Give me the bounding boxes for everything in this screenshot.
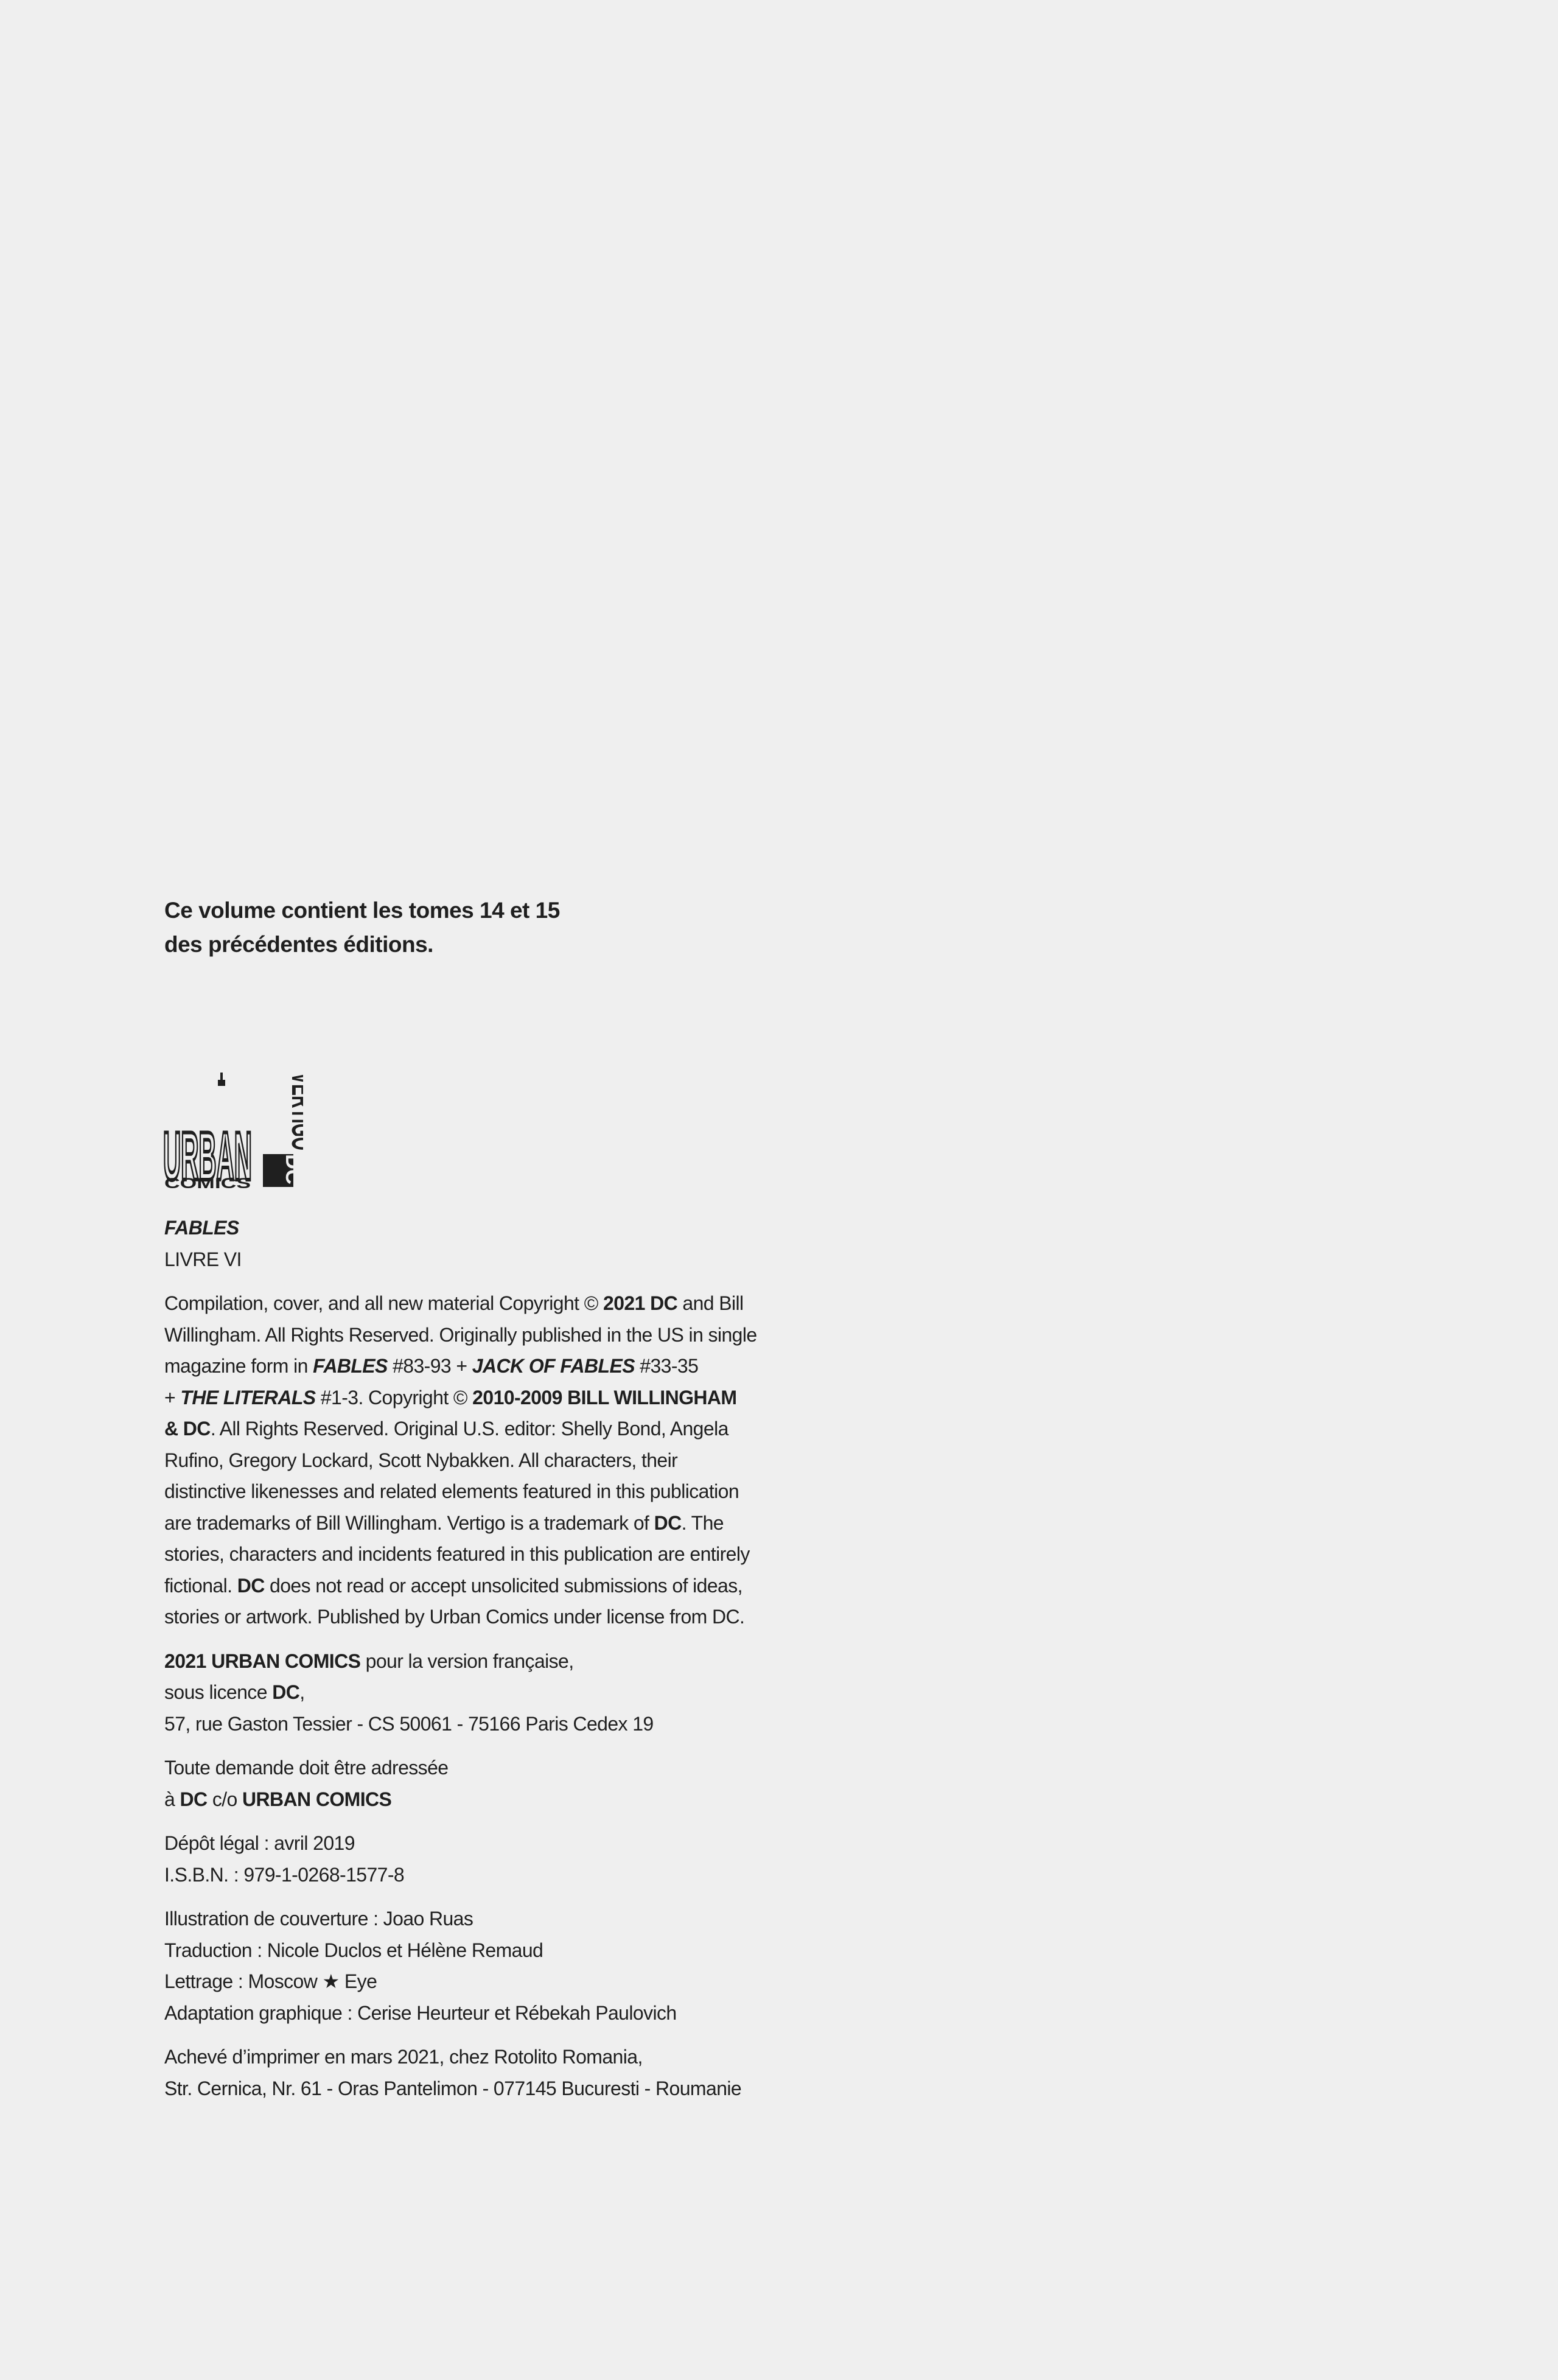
contact-block <box>164 1752 803 1815</box>
urban-sub: COMICS <box>164 1175 251 1188</box>
copyright-holder: 2010-2009 BILL WILLINGHAM <box>472 1386 737 1409</box>
copyright-line-11: stories or artwork. Published by Urban Comics under license from DC. <box>164 1606 745 1628</box>
copyright-text: + <box>164 1386 181 1409</box>
contact-line-1: Toute demande doit être adressée <box>164 1757 449 1779</box>
french-line-2 <box>164 1677 803 1709</box>
copyright-line-9: stories, characters and incidents featured in this publication are entirely <box>164 1543 750 1565</box>
copyright-text: . The <box>681 1511 724 1534</box>
french-line-1 <box>164 1646 803 1678</box>
copyright-text: does not read or accept unsolicited submissions of ideas, <box>264 1574 742 1597</box>
intro-note <box>164 894 560 962</box>
the-literals-ref: THE LITERALS <box>180 1386 316 1409</box>
vertigo-word: VERTIG <box>285 1073 303 1188</box>
copyright-text: and Bill <box>677 1292 744 1314</box>
dc-ref: DC <box>180 1788 208 1810</box>
dc-ref: DC <box>272 1681 300 1703</box>
urban-comics-ref: 2021 URBAN COMICS <box>164 1650 361 1672</box>
urban-comics-ref: URBAN COMICS <box>242 1788 392 1810</box>
copyright-text: #83-93 + <box>387 1355 472 1377</box>
copyright-line-5 <box>164 1413 803 1445</box>
legal-block <box>164 1828 803 1891</box>
copyright-text: are trademarks of Bill Willingham. Vertigo is a trademark of <box>164 1511 654 1534</box>
copyright-text: #1-3. Copyright © <box>315 1386 473 1409</box>
staff-block <box>164 1903 803 2029</box>
lettering: Lettrage : Moscow ★ Eye <box>164 1970 377 1992</box>
copyright-line-10 <box>164 1570 803 1602</box>
copyright-line-3 <box>164 1351 803 1382</box>
printing-line-1: Achevé d’imprimer en mars 2021, chez Rotolito Romania, <box>164 2046 643 2068</box>
copyright-text: Compilation, cover, and all new material Copyright © <box>164 1292 604 1314</box>
urban-comics-logo <box>163 1073 252 1188</box>
fables-ref: FABLES <box>313 1355 388 1377</box>
printing-block <box>164 2042 803 2104</box>
copyright-text: #33-35 <box>634 1355 699 1377</box>
printing-line-2: Str. Cernica, Nr. 61 - Oras Pantelimon - 077145 Bucuresti - Roumanie <box>164 2077 742 2099</box>
graphic-adaptation: Adaptation graphique : Cerise Heurteur et Rébekah Paulovich <box>164 2001 677 2024</box>
urban-word-outline: URBAN <box>163 1118 252 1188</box>
dc-mark: DC <box>281 1154 303 1185</box>
copyright-holder-dc: & DC <box>164 1418 211 1440</box>
dc-ref: DC <box>237 1574 265 1597</box>
copyright-text: . All Rights Reserved. Original U.S. editor: Shelly Bond, Angela <box>210 1418 728 1440</box>
copyright-line-6: Rufino, Gregory Lockard, Scott Nybakken. All characters, their <box>164 1449 678 1471</box>
intro-line-1: Ce volume contient les tomes 14 et 15 <box>164 898 560 923</box>
copyright-line-8 <box>164 1508 803 1539</box>
contact-text: c/o <box>207 1788 243 1810</box>
jack-of-fables-ref: JACK OF FABLES <box>472 1355 635 1377</box>
vertigo-dc-logo <box>263 1073 303 1187</box>
contact-text: à <box>164 1788 180 1810</box>
cover-illustration: Illustration de couverture : Joao Ruas <box>164 1908 473 1930</box>
copyright-line-7: distinctive likenesses and related elements featured in this publication <box>164 1480 739 1502</box>
copyright-line-2: Willingham. All Rights Reserved. Originally published in the US in single <box>164 1323 757 1346</box>
series-title: FABLES <box>164 1217 239 1239</box>
volume-label: LIVRE VI <box>164 1248 242 1270</box>
copyright-text: fictional. <box>164 1574 237 1597</box>
french-text: pour la version française, <box>360 1650 574 1672</box>
title-block <box>164 1213 803 1275</box>
french-edition-block <box>164 1646 803 1740</box>
copyright-text: magazine form in <box>164 1355 313 1377</box>
french-text: , <box>299 1681 305 1703</box>
copyright-year-dc: 2021 DC <box>603 1292 678 1314</box>
dc-ref: DC <box>654 1511 682 1534</box>
intro-line-2: des précédentes éditions. <box>164 932 433 957</box>
contact-line-2 <box>164 1784 803 1816</box>
legal-deposit: Dépôt légal : avril 2019 <box>164 1832 355 1854</box>
publisher-address: 57, rue Gaston Tessier - CS 50061 - 75166 Paris Cedex 19 <box>164 1712 654 1735</box>
copyright-line-4 <box>164 1382 803 1414</box>
copyright-line-1 <box>164 1288 803 1320</box>
copyright-block <box>164 1288 803 1633</box>
isbn: I.S.B.N. : 979-1-0268-1577-8 <box>164 1863 405 1886</box>
french-text: sous licence <box>164 1681 273 1703</box>
publisher-logos <box>163 1073 303 1188</box>
translation: Traduction : Nicole Duclos et Hélène Remaud <box>164 1939 543 1961</box>
credits <box>164 1213 803 2117</box>
